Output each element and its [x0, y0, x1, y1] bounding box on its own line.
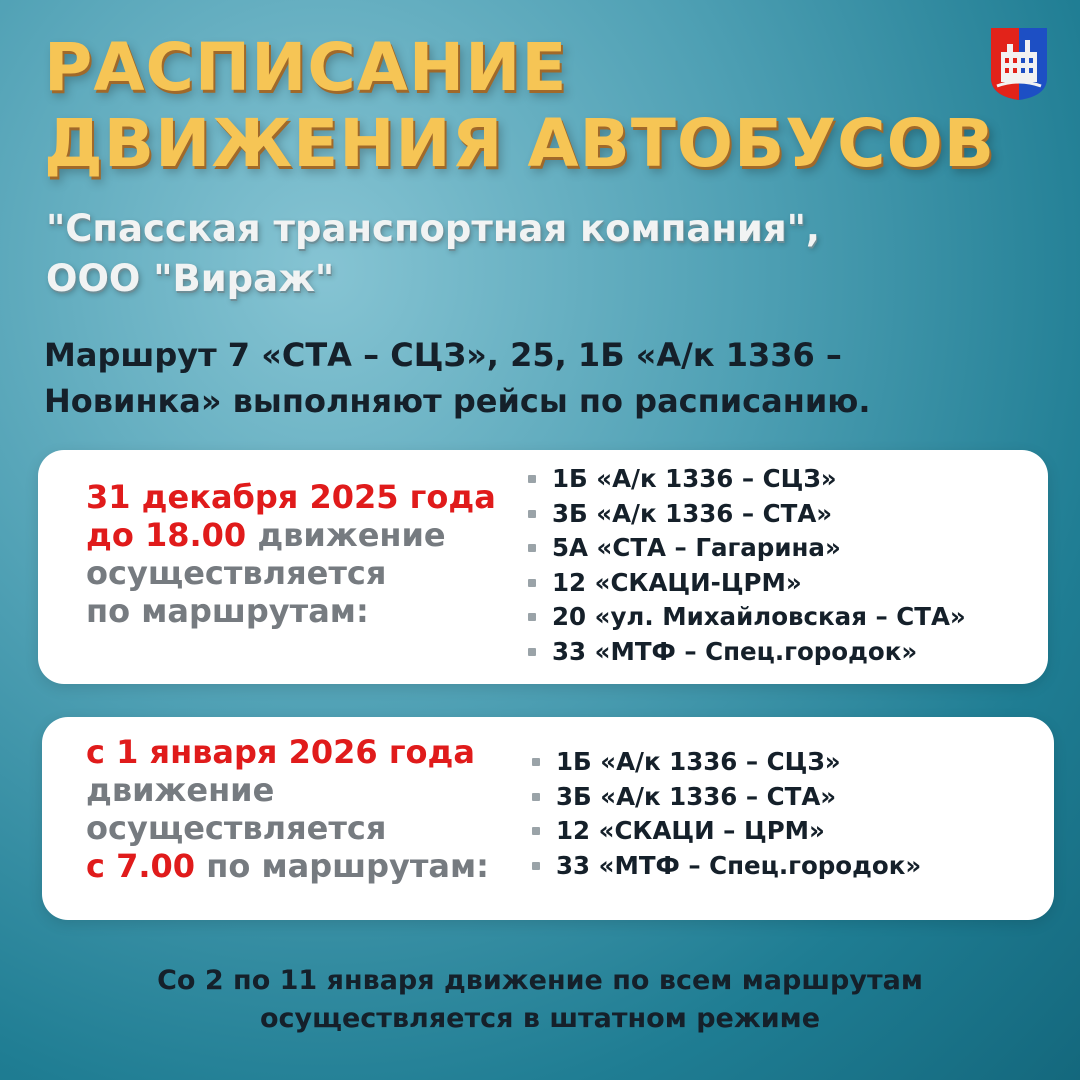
dec31-time-line	[86, 516, 516, 554]
bullet-icon	[532, 758, 540, 766]
subtitle-line-1: "Спасская транспортная компания",	[46, 207, 820, 250]
holiday-note	[40, 962, 1040, 1038]
lead-line-2: Новинка» выполняют рейсы по расписанию.	[44, 382, 871, 420]
title-line-1: РАСПИСАНИЕ	[44, 29, 568, 106]
list-item	[532, 600, 966, 635]
route-label: 1Б «А/к 1336 – СЦЗ»	[552, 464, 837, 493]
title-line-2: ДВИЖЕНИЯ АВТОБУСОВ	[44, 105, 996, 182]
dec31-schedule-card	[38, 450, 1048, 684]
route-label: 33 «МТФ – Спец.городок»	[552, 636, 918, 666]
jan1-text-1: движение	[86, 771, 275, 809]
routes-regular-note	[44, 332, 1044, 424]
bullet-icon	[528, 648, 536, 656]
route-label: 12 «СКАЦИ – ЦРМ»	[556, 816, 825, 845]
dec31-description	[86, 478, 516, 630]
dec31-text-1: движение	[246, 516, 446, 554]
list-item	[532, 566, 966, 601]
dec31-route-list	[532, 462, 966, 669]
route-label: 3Б «А/к 1336 – СТА»	[552, 498, 833, 528]
bullet-icon	[528, 510, 536, 518]
list-item	[536, 780, 921, 815]
subtitle-line-2: ООО "Вираж"	[46, 257, 335, 300]
company-subtitle	[46, 204, 1006, 304]
bullet-icon	[528, 475, 536, 483]
footer-line-1: Со 2 по 11 января движение по всем маршрутам	[157, 965, 923, 996]
jan1-description	[86, 733, 536, 885]
list-item	[532, 497, 966, 532]
list-item	[536, 849, 921, 884]
jan1-route-list	[536, 745, 921, 883]
jan1-text-2: осуществляется	[86, 809, 387, 847]
route-label: 1Б «А/к 1336 – СЦЗ»	[556, 747, 841, 776]
jan1-time: с 7.00	[86, 847, 196, 885]
bullet-icon	[528, 544, 536, 552]
list-item	[536, 814, 921, 849]
lead-line-1: Маршрут 7 «СТА – СЦЗ», 25, 1Б «А/к 1336 –	[44, 336, 842, 374]
bullet-icon	[528, 613, 536, 621]
list-item	[532, 531, 966, 566]
dec31-text-3: по маршрутам:	[86, 592, 369, 630]
dec31-date: 31 декабря 2025 года	[86, 478, 496, 516]
bullet-icon	[532, 793, 540, 801]
dec31-text-2: осуществляется	[86, 554, 387, 592]
footer-line-2: осуществляется в штатном режиме	[259, 1003, 821, 1034]
city-coat-of-arms-icon	[989, 26, 1049, 102]
route-label: 3Б «А/к 1336 – СТА»	[556, 781, 837, 811]
list-item	[536, 745, 921, 780]
jan1-schedule-card	[42, 717, 1054, 920]
route-label: 12 «СКАЦИ-ЦРМ»	[552, 567, 802, 597]
dec31-time: до 18.00	[86, 516, 247, 554]
list-item	[532, 462, 966, 497]
jan1-text-3: по маршрутам:	[195, 847, 489, 885]
route-label: 33 «МТФ – Спец.городок»	[556, 850, 922, 880]
bullet-icon	[528, 579, 536, 587]
bullet-icon	[532, 827, 540, 835]
jan1-time-line	[86, 847, 536, 885]
route-label: 20 «ул. Михайловская – СТА»	[552, 602, 966, 631]
page-title	[44, 30, 1004, 182]
route-label: 5А «СТА – Гагарина»	[552, 533, 841, 562]
bullet-icon	[532, 862, 540, 870]
list-item	[532, 635, 966, 670]
jan1-date: с 1 января 2026 года	[86, 733, 475, 771]
